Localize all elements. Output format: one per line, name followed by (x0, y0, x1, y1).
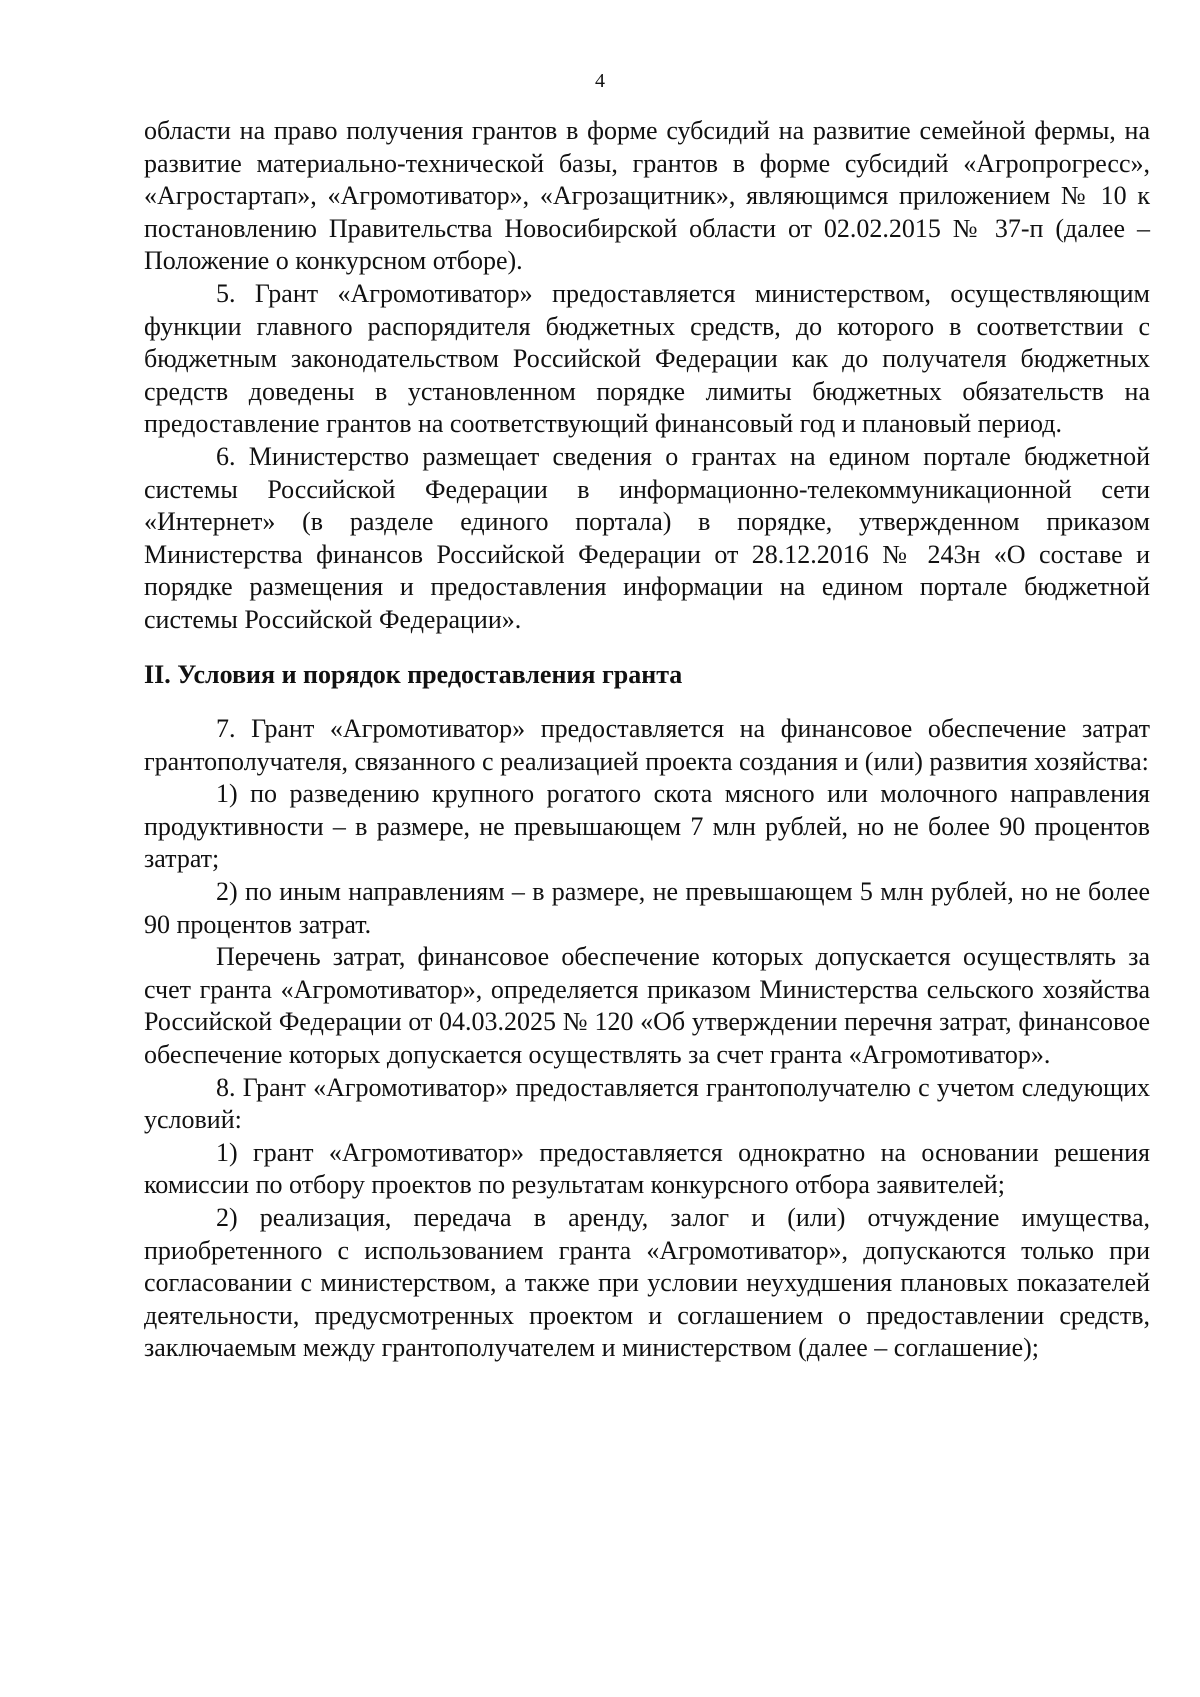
document-body (144, 115, 1150, 1365)
paragraph-item-5: 5. Грант «Агромотиватор» предоставляется министерством, осуществляющим функции главного распорядителя бюджетных средств, до которого в соответствии с бюджетным законодательством Российской Федерации как до получателя бюджетных средств доведены в установленном порядке лимиты бюджетных обязательств на предоставление грантов на соответствующий финансовый год и плановый период. (144, 278, 1150, 439)
section-heading: II. Условия и порядок предоставления гранта (144, 659, 683, 689)
paragraph-item-7: 7. Грант «Агромотиватор» предоставляется на финансовое обеспечение затрат грантополучателя, связанного с реализацией проекта создания и (или) развития хозяйства: (144, 714, 1150, 776)
paragraph-cost-list: Перечень затрат, финансовое обеспечение которых допускается осуществлять за счет гранта «Агромотиватор», определяется приказом Министерства сельского хозяйства Российской Федерации от 04.03.2025 № 120 «Об утверждении перечня затрат, финансовое обеспечение которых допускается осуществлять за счет гранта «Агромотиватор». (144, 942, 1150, 1070)
paragraph-item-8: 8. Грант «Агромотиватор» предоставляется грантополучателю с учетом следующих условий: (144, 1072, 1150, 1135)
paragraph-item-8-1: 1) грант «Агромотиватор» предоставляется однократно на основании решения комиссии по отбору проектов по результатам конкурсного отбора заявителей; (144, 1137, 1150, 1200)
paragraph-continuation: области на право получения грантов в форме субсидий на развитие семейной фермы, на развитие материально-технической базы, грантов в форме субсидий «Агропрогресс», «Агростартап», «Агромотиватор», «Агрозащитник», являющимся приложением № 10 к постановлению Правительства Новосибирской области от 02.02.2015 № 37-п (далее – Положение о конкурсном отборе). (144, 116, 1150, 276)
paragraph-item-7-1: 1) по разведению крупного рогатого скота мясного или молочного направления продуктивности – в размере, не превышающем 7 млн рублей, но не более 90 процентов затрат; (144, 779, 1150, 874)
paragraph-item-7-2: 2) по иным направлениям – в размере, не превышающем 5 млн рублей, но не более 90 процентов затрат. (144, 877, 1150, 939)
paragraph-item-6: 6. Министерство размещает сведения о грантах на едином портале бюджетной системы Российской Федерации в информационно-телекоммуникационной сети «Интернет» (в разделе единого портала) в порядке, утвержденном приказом Министерства финансов Российской Федерации от 28.12.2016 № 243н «О составе и порядке размещения и предоставления информации на едином портале бюджетной системы Российской Федерации». (144, 441, 1150, 634)
page-number: 4 (595, 70, 605, 92)
paragraph-item-8-2: 2) реализация, передача в аренду, залог и (или) отчуждение имущества, приобретенного с использованием гранта «Агромотиватор», допускаются только при согласовании с министерством, а также при условии неухудшения плановых показателей деятельности, предусмотренных проектом и соглашением о предоставлении средств, заключаемым между грантополучателем и министерством (далее – соглашение); (144, 1203, 1150, 1363)
